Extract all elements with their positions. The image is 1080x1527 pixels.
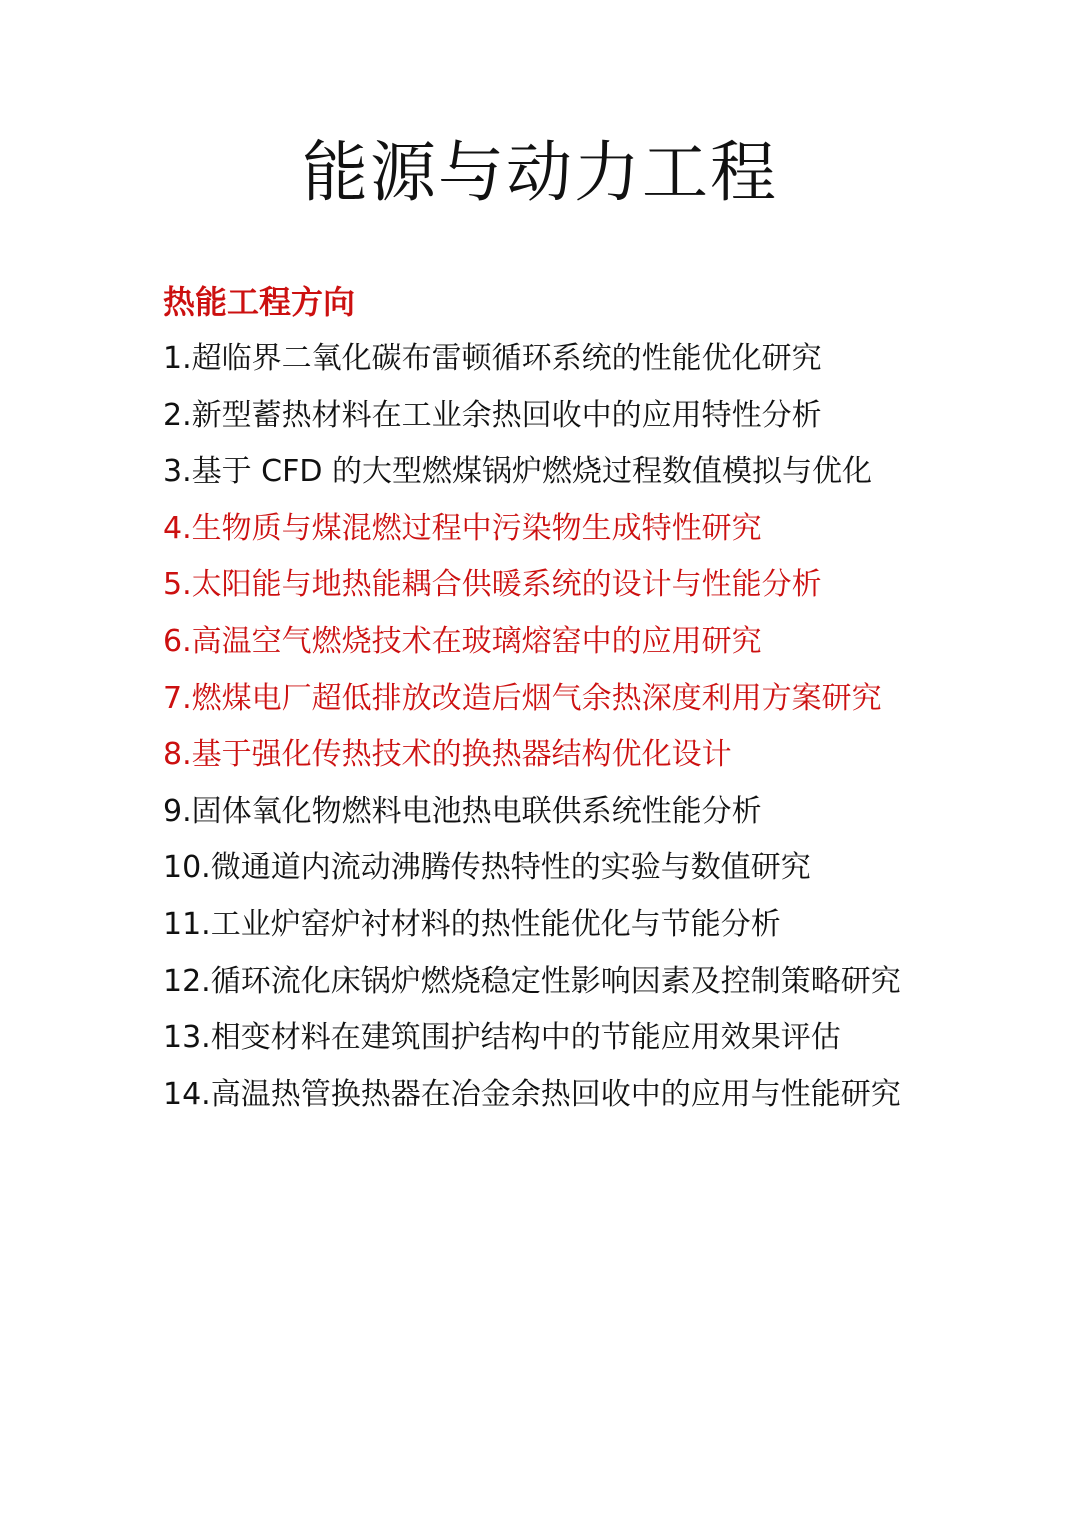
- section-thermal-engineering: [163, 276, 933, 1123]
- topic-item: 12.循环流化床锅炉燃烧稳定性影响因素及控制策略研究: [163, 963, 901, 999]
- topic-item: 6.高温空气燃烧技术在玻璃熔窑中的应用研究: [163, 623, 762, 659]
- topic-item: 1.超临界二氧化碳布雷顿循环系统的性能优化研究: [163, 341, 822, 376]
- topic-item: 8.基于强化传热技术的换热器结构优化设计: [163, 737, 732, 773]
- topic-item: 2.新型蓄热材料在工业余热回收中的应用特性分析: [163, 397, 822, 433]
- topic-item: 14.高温热管换热器在冶金余热回收中的应用与性能研究: [163, 1076, 901, 1112]
- topic-item: 3.基于 CFD 的大型燃煤锅炉燃烧过程数值模拟与优化: [163, 454, 872, 490]
- topic-item: 4.生物质与煤混燃过程中污染物生成特性研究: [163, 510, 762, 546]
- section-title: 热能工程方向: [163, 283, 356, 321]
- topic-list: [163, 331, 933, 1123]
- topic-item: 7.燃煤电厂超低排放改造后烟气余热深度利用方案研究: [163, 680, 882, 716]
- topic-item: 9.固体氧化物燃料电池热电联供系统性能分析: [163, 793, 762, 829]
- topic-item: 11.工业炉窑炉衬材料的热性能优化与节能分析: [163, 906, 781, 942]
- topic-item: 13.相变材料在建筑围护结构中的节能应用效果评估: [163, 1020, 841, 1056]
- topic-item: 5.太阳能与地热能耦合供暖系统的设计与性能分析: [163, 567, 822, 603]
- topic-item: 10.微通道内流动沸腾传热特性的实验与数值研究: [163, 850, 811, 886]
- document-title: 能源与动力工程: [302, 134, 778, 211]
